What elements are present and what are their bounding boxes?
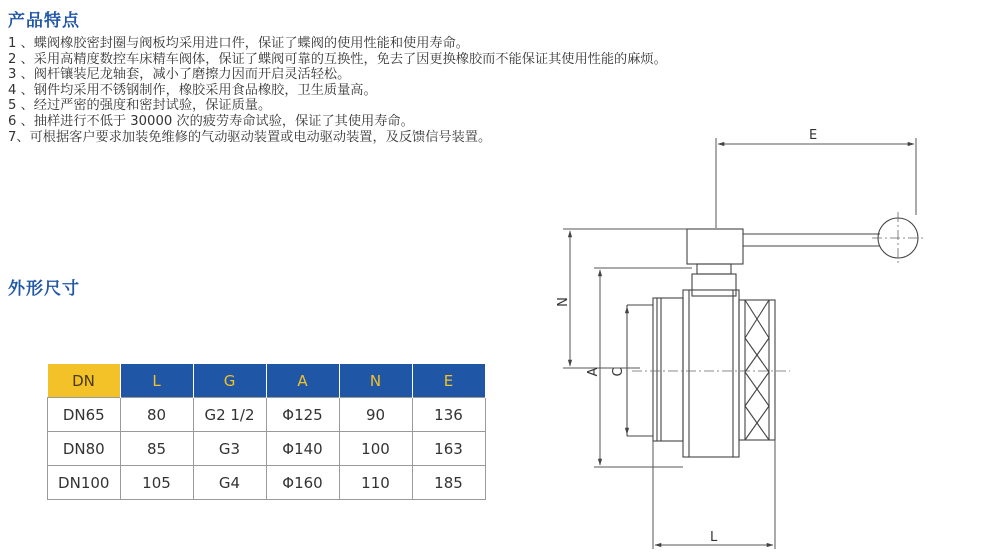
table-cell: 80 <box>120 398 193 432</box>
table-cell: DN80 <box>48 432 121 466</box>
table-cell: G2 1/2 <box>193 398 266 432</box>
label-n: N <box>556 297 571 307</box>
label-a: A <box>586 367 601 377</box>
table-cell: 110 <box>339 466 412 500</box>
dimension-l <box>653 440 775 549</box>
label-l: L <box>710 530 718 545</box>
feature-item: 7、可根据客户要求加装免维修的气动驱动装置或电动驱动装置，及反馈信号装置。 <box>8 129 492 145</box>
header-l: L <box>120 364 193 398</box>
feature-item: 2 、采用高精度数控车床精车阀体，保证了蝶阀可靠的互换性，免去了因更换橡胶而不能保证其使用性能的麻烦。 <box>8 51 667 67</box>
header-a: A <box>266 364 339 398</box>
features-heading: 产品特点 <box>8 11 80 31</box>
valve-handle <box>687 212 926 266</box>
table-cell: G4 <box>193 466 266 500</box>
table-cell: 105 <box>120 466 193 500</box>
valve-stem <box>692 264 736 296</box>
label-c: C <box>611 367 626 377</box>
header-g: G <box>193 364 266 398</box>
feature-item: 3 、阀杆镶装尼龙轴套，减小了磨擦力因而开启灵活轻松。 <box>8 67 351 83</box>
feature-item: 5 、经过严密的强度和密封试验，保证质量。 <box>8 98 272 114</box>
table-cell: 100 <box>339 432 412 466</box>
table-cell: G3 <box>193 432 266 466</box>
valve-body <box>627 290 790 457</box>
feature-item: 1 、蝶阀橡胶密封圈与阀板均采用进口件，保证了蝶阀的使用性能和使用寿命。 <box>8 36 469 51</box>
feature-item: 6 、抽样进行不低于 30000 次的疲劳寿命试验，保证了其使用寿命。 <box>8 113 414 129</box>
table-cell: 90 <box>339 398 412 432</box>
table-cell: 136 <box>412 398 485 432</box>
dimensions-heading: 外形尺寸 <box>8 279 80 299</box>
table-cell: Φ140 <box>266 432 339 466</box>
table-cell: 185 <box>412 466 485 500</box>
header-n: N <box>339 364 412 398</box>
header-e: E <box>412 364 485 398</box>
table-cell: DN100 <box>48 466 121 500</box>
table-cell: Φ125 <box>266 398 339 432</box>
dimension-e <box>716 128 916 228</box>
dimension-c <box>611 307 627 434</box>
table-cell: Φ160 <box>266 466 339 500</box>
label-e: E <box>809 128 818 143</box>
table-cell: 163 <box>412 432 485 466</box>
header-dn: DN <box>48 364 121 398</box>
table-cell: 85 <box>120 432 193 466</box>
table-cell: DN65 <box>48 398 121 432</box>
feature-item: 4 、钢件均采用不锈钢制作，橡胶采用食品橡胶，卫生质量高。 <box>8 82 377 98</box>
